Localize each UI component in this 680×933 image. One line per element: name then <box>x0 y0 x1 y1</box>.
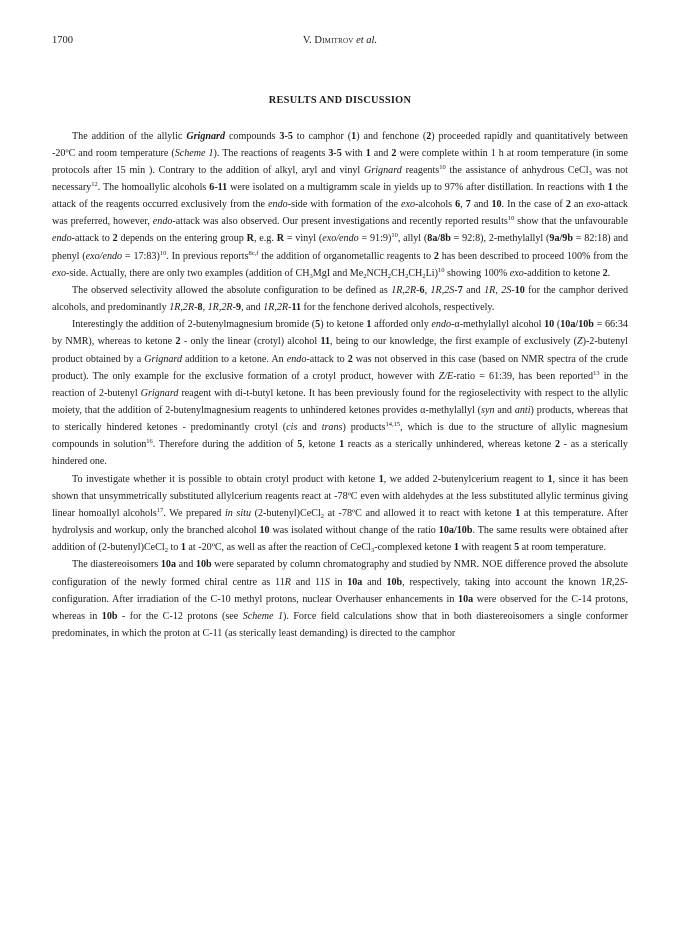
paragraph: To investigate whether it is possible to obtain crotyl product with ketone 1, we added 2-butenylcerium reagent to 1, since it has been shown that unsymmetrically substituted allylcerium reagents react at -78ºC even with aldehydes at the less substituted allylic terminus giving linear homoallyl alcohols$^{17}$. We prepared in situ (2-butenyl)CeCl$_2$ at -78ºC and allowed it to react with ketone 1 at this temperature. After hydrolysis and workup, only the branched alcohol 10 was isolated without change of the ratio 10a/10b. The same results were obtained after addition of (2-butenyl)CeCl$_2$ to 1 at -20ºC, as well as after the reaction of CeCl$_3$-complexed ketone 1 with reagent 5 at room temperature. <box>52 473 629 555</box>
page-number: 1700 <box>52 35 73 46</box>
author-surname: Dimitrov <box>314 35 354 46</box>
paragraph: The addition of the allylic Grignard compounds 3-5 to camphor (1) and fenchone (2) proceeded rapidly and quantitatively between -20ºC and room temperature (Scheme 1). The reactions of reagents 3-5 with 1 and 2 were complete within 1 h at room temperature (in some protocols after 15 min ). Contrary to the addition of alkyl, aryl and vinyl Grignard reagents$^{10}$ the assistance of anhydrous CeCl$_3$ was not necessary$^{12}$. The homoallylic alcohols 6-11 were isolated on a multigramm scale in yields up to 97% after distillation. In reactions with 1 the attack of the reagents occurred exclusively from the endo-side with formation of the exo-alcohols 6, 7 and 10. In the case of 2 an exo-attack was preferred, however, endo-attack was also observed. Our present investigations and recently reported results$^{10}$ show that the unfavourable endo-attack to 2 depends on the entering group R, e.g. R = vinyl (exo/endo = 91:9)$^{10}$, allyl (8a/8b = 92:8), 2-methylallyl (9a/9b = 82:18) and phenyl (exo/endo = 17:83)$^{10}$. In previous reports$^{8c,f}$ the addition of organometallic reagents to 2 has been described to proceed 100% from the exo-side. Actually, there are only two examples (addition of $CH_3MgI$ and $Me_2NCH_2CH_2CH_2Li)^{10}$ showing 100% exo-addition to ketone 2. <box>52 130 629 280</box>
paragraph: Interestingly the addition of 2-butenylmagnesium bromide (5) to ketone 1 afforded only endo-α-methylallyl alcohol 10 (10a/10b = 66:34 by NMR), whereas to ketone 2 - only the linear (crotyl) alcohol 11, being to our knowledge, the first example of exclusively (Z)-2-butenyl product obtained by a Grignard addition to a ketone. An endo-attack to 2 was not observed in this case (based on NMR spectra of the crude product). The only example for the exclusive formation of a crotyl product, however with Z/E-ratio = 61:39, has been reported$^{13}$ in the reaction of 2-butenyl Grignard reagent with di-t-butyl ketone. It has been previously found for the regioselectivity with respect to the allylic moiety, that the addition of 2-butenylmagnesium reagents to unhindered ketones provides α-methylallyl (syn and anti) products, whereas that to sterically hindered ketones - predominantly crotyl (cis and trans) products$^{14,15}$, which is due to the structure of allylic magnesium compounds in solution$^{16}$. Therefore during the addition of 5, ketone 1 reacts as a sterically unhindered, whereas ketone 2 - as a sterically hindered one. <box>52 319 629 468</box>
author-prefix: V. <box>302 35 315 46</box>
page-header <box>52 32 628 48</box>
section-heading: RESULTS AND DISCUSSION <box>268 95 412 106</box>
paragraph: The observed selectivity allowed the absolute configuration to be defined as 1R,2R-6, 1R,2S-7 and 1R, 2S-10 for the camphor derived alcohols, and predominantly 1R,2R-8, 1R,2R-9, and 1R,2R-11 for the fenchone derived alcohols, respectively. <box>52 284 629 314</box>
author-suffix: et al. <box>356 35 378 46</box>
paragraph: The diastereoisomers 10a and 10b were separated by column chromatography and studied by NMR. NOE difference proved the absolute configuration of the newly formed chiral centre as 11R and 11S in 10a and 10b, respectively, taking into account the known 1R,2S-configuration. After irradiation of the C-10 methyl protons, nuclear Overhauser enhancements in 10a were observed for the C-14 protons, whereas in 10b - for the C-12 protons (see Scheme 1). Force field calculations show that in both diastereoisomers a single conformer predominates, in which the proton at C-11 (as sterically least demanding) is directed to the camphor <box>52 559 628 640</box>
running-title <box>52 32 628 50</box>
